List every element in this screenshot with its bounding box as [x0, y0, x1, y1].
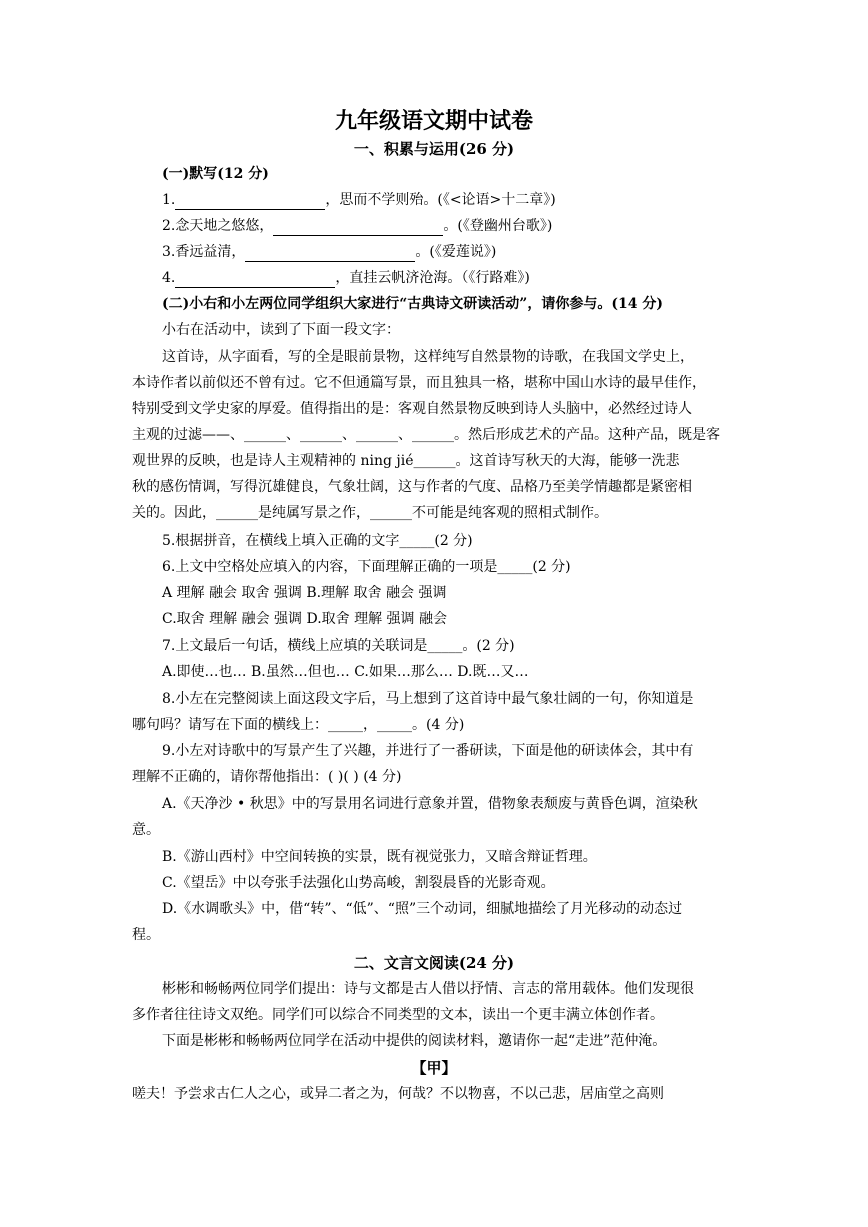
question-6-options-cd: C.取舍 理解 融会 强调 D.取舍 理解 强调 融会	[162, 611, 447, 627]
q1-suffix: ，思而不学则殆。(《<论语>十二章》)	[325, 192, 556, 208]
passage-line: 关的。因此，______是纯属写景之作，______不可能是纯客观的照相式制作。	[132, 505, 608, 521]
question-6-options-ab: A 理解 融会 取舍 强调 B.理解 取舍 融会 强调	[162, 585, 447, 601]
question-5: 5.根据拼音，在横线上填入正确的文字_____(2 分)	[162, 533, 473, 549]
q4-suffix: ，直挂云帆济沧海。（《行路难》)	[335, 270, 530, 286]
section-heading-1: 一、积累与运用(26 分)	[353, 140, 515, 158]
q3-suffix: 。(《爱莲说》)	[415, 244, 497, 260]
part-heading-1: (一)默写(12 分)	[162, 166, 269, 182]
section-heading-2: 二、文言文阅读(24 分)	[353, 954, 515, 972]
question-9-option-a: A.《天净沙 • 秋思》中的写景用名词进行意象并置，借物象表颓废与黄昏色调，渲染秋	[162, 796, 698, 812]
material-jia-text: 嗟夫！予尝求古仁人之心，或异二者之为，何哉？不以物喜，不以己悲，居庙堂之高则	[132, 1086, 664, 1102]
answer-blank[interactable]	[175, 272, 335, 288]
question-1	[162, 190, 742, 210]
question-6: 6.上文中空格处应填入的内容，下面理解正确的一项是_____(2 分)	[162, 559, 571, 575]
q2-prefix: 2.念天地之悠悠，	[162, 218, 274, 234]
passage-line: 主观的过滤——、______、______、______、______。然后形成艺术的产品。这种产品，既是客	[132, 427, 720, 443]
q1-prefix: 1.	[162, 192, 176, 208]
answer-blank[interactable]	[273, 220, 443, 236]
question-9-option-d-cont: 程。	[132, 927, 160, 943]
page-title: 九年级语文期中试卷	[334, 108, 533, 134]
answer-blank[interactable]	[175, 194, 325, 210]
question-9-option-c: C.《望岳》中以夸张手法强化山势高峻，割裂晨昏的光影奇观。	[162, 875, 555, 891]
q3-prefix: 3.香远益清，	[162, 244, 246, 260]
passage-line: 秋的感伤情调，写得沉雄健良，气象壮阔，这与作者的气度、品格乃至美学情趣都是紧密相	[132, 479, 692, 495]
answer-blank[interactable]	[245, 246, 415, 262]
section2-paragraph: 彬彬和畅畅两位同学们提出：诗与文都是古人借以抒情、言志的常用载体。他们发现很	[162, 981, 694, 997]
part-heading-2: (二)小右和小左两位同学组织大家进行“古典诗文研读活动”，请你参与。(14 分)	[162, 296, 663, 312]
question-2	[162, 216, 742, 236]
passage-intro: 小右在活动中，读到了下面一段文字：	[162, 322, 400, 338]
section2-paragraph-2: 下面是彬彬和畅畅两位同学在活动中提供的阅读材料，邀请你一起“走进”范仲淹。	[162, 1033, 667, 1049]
question-7-options: A.即使…也… B.虽然…但也… C.如果…那么… D.既…又…	[162, 664, 529, 680]
question-9: 9.小左对诗歌中的写景产生了兴趣，并进行了一番研读，下面是他的研读体会，其中有	[162, 743, 694, 759]
passage-line: 特别受到文学史家的厚爱。值得指出的是：客观自然景物反映到诗人头脑中，必然经过诗人	[132, 401, 692, 417]
q2-suffix: 。(《登幽州台歌》)	[443, 218, 553, 234]
question-9-cont: 理解不正确的，请你帮他指出：( )( ) (4 分)	[132, 769, 402, 785]
question-9-option-b: B.《游山西村》中空间转换的实景，既有视觉张力，又暗含辩证哲理。	[162, 849, 597, 865]
section2-paragraph-cont: 多作者往往诗文双绝。同学们可以综合不同类型的文本，读出一个更丰满立体创作者。	[132, 1007, 664, 1023]
passage-line: 这首诗，从字面看，写的全是眼前景物，这样纯写自然景物的诗歌，在我国文学史上，	[162, 349, 694, 365]
question-7: 7.上文最后一句话，横线上应填的关联词是_____。(2 分)	[162, 638, 515, 654]
passage-line: 观世界的反映，也是诗人主观精神的 ning jié______。这首诗写秋天的大海，能够一洗悲	[132, 453, 680, 469]
question-8-cont: 哪句吗？请写在下面的横线上：_____，_____。(4 分)	[132, 717, 465, 733]
material-label-jia: 【甲】	[411, 1059, 457, 1077]
passage-line: 本诗作者以前似还不曾有过。它不但通篇写景，而且独具一格，堪称中国山水诗的最早佳作，	[132, 375, 706, 391]
question-3	[162, 242, 742, 262]
q4-prefix: 4.	[162, 270, 176, 286]
question-9-option-a-cont: 意。	[132, 822, 160, 838]
question-8: 8.小左在完整阅读上面这段文字后，马上想到了这首诗中最气象壮阔的一句，你知道是	[162, 691, 694, 707]
question-4	[162, 268, 742, 288]
question-9-option-d: D.《水调歌头》中，借“转”、“低”、“照”三个动词，细腻地描绘了月光移动的动态过	[162, 901, 683, 917]
